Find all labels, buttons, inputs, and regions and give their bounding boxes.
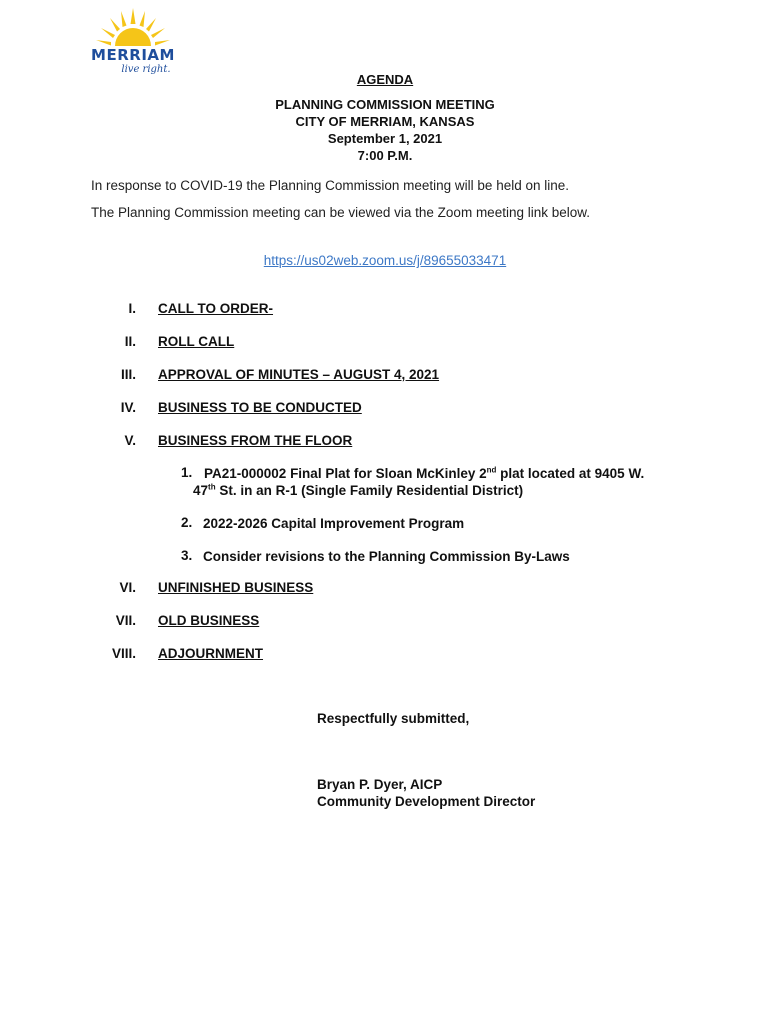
logo-tagline: live right.: [121, 64, 171, 75]
item-old-business: OLD BUSINESS: [158, 613, 260, 628]
merriam-logo: [88, 6, 178, 78]
subitem-bylaws: Consider revisions to the Planning Commission By-Laws: [203, 549, 570, 564]
closing-text: Respectfully submitted,: [317, 711, 470, 726]
meeting-title: PLANNING COMMISSION MEETING: [275, 97, 495, 112]
meeting-time: 7:00 P.M.: [357, 148, 413, 163]
intro-paragraph-1: In response to COVID-19 the Planning Commission meeting will be held on line.: [91, 178, 569, 193]
city-title: CITY OF MERRIAM, KANSAS: [295, 114, 475, 129]
item-approval-of-minutes: APPROVAL OF MINUTES – AUGUST 4, 2021: [158, 367, 440, 382]
item-number: II.: [124, 334, 136, 349]
agenda-heading: AGENDA: [356, 72, 414, 87]
sun-icon: [88, 6, 178, 51]
item-number: IV.: [120, 400, 136, 415]
item-number: VII.: [115, 613, 136, 628]
item-business-to-be-conducted: BUSINESS TO BE CONDUCTED: [158, 400, 362, 415]
subitem-number: 3.: [181, 548, 193, 563]
signer-name: Bryan P. Dyer, AICP: [317, 777, 443, 792]
item-call-to-order: CALL TO ORDER-: [158, 301, 274, 316]
item-number: VI.: [119, 580, 136, 595]
logo-name: MERRIAM: [91, 46, 175, 64]
item-unfinished-business: UNFINISHED BUSINESS: [158, 580, 314, 595]
subitem-final-plat: PA21-000002 Final Plat for Sloan McKinley 2nd plat located at 9405 W. 47th St. in an R-1 (Single Family Residential District): [193, 465, 645, 498]
subitem-capital-improvement: 2022-2026 Capital Improvement Program: [203, 516, 465, 531]
subitem-number: 2.: [181, 515, 193, 530]
meeting-date: September 1, 2021: [327, 131, 443, 146]
subitem-number: 1.: [181, 465, 193, 480]
item-number: I.: [128, 301, 136, 316]
item-business-from-the-floor: BUSINESS FROM THE FLOOR: [158, 433, 353, 448]
zoom-link[interactable]: https://us02web.zoom.us/j/89655033471: [263, 253, 507, 268]
item-number: III.: [120, 367, 136, 382]
item-adjournment: ADJOURNMENT: [158, 646, 264, 661]
item-roll-call: ROLL CALL: [158, 334, 235, 349]
item-number: VIII.: [111, 646, 136, 661]
signer-title: Community Development Director: [317, 794, 536, 809]
intro-paragraph-2: The Planning Commission meeting can be viewed via the Zoom meeting link below.: [91, 205, 591, 220]
item-number: V.: [124, 433, 136, 448]
